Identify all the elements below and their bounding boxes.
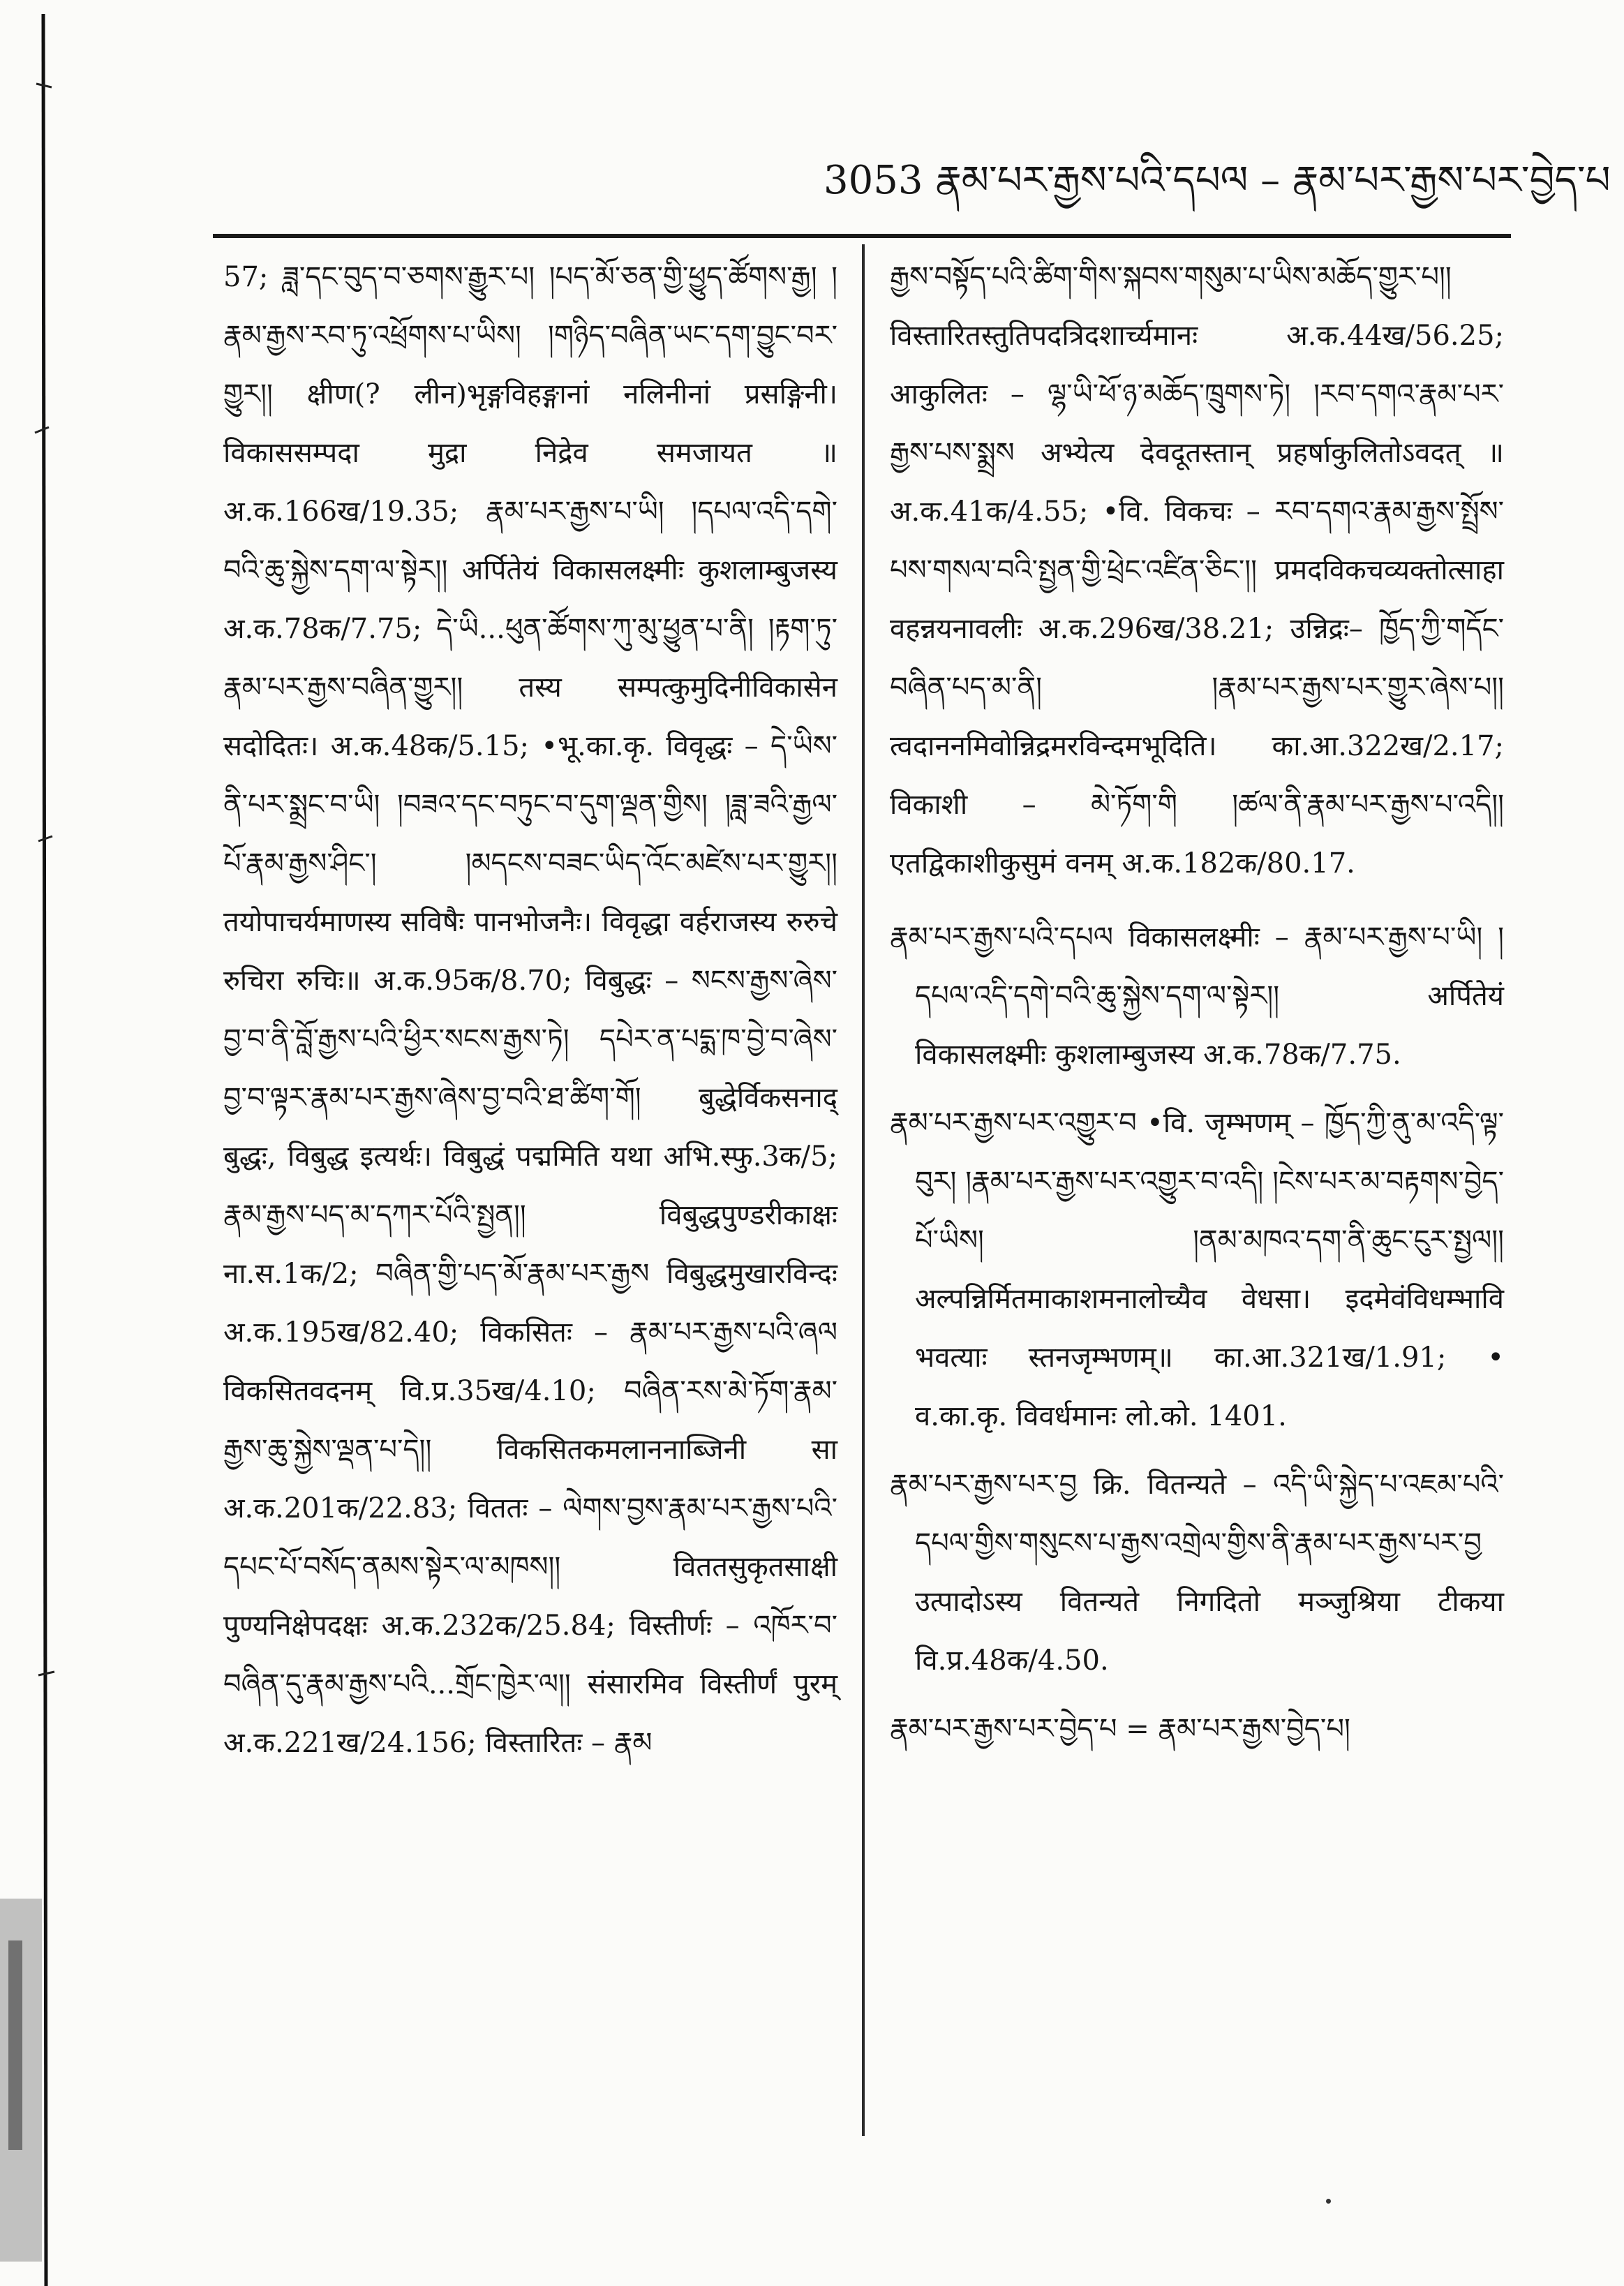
right-column <box>890 248 1504 2174</box>
entry-body: क्रि. वितन्यते – འདི་ཡི་སྐྱེད་པ་འཇམ་པའི་དཔལ་གྱིས་གསུངས་པ་རྒྱས་འགྲེལ་གྱིས་ནི་རྣམ་པར་རྒྱས་པར་བྱ उत्पादोऽस्य वितन्यते निगदितो मञ्जुश्रिया टीकया वि.प्र.48क/4.50. <box>915 1469 1504 1677</box>
column-divider <box>862 244 865 2136</box>
right-column-continuation: རྒྱས་བསྟོད་པའི་ཚིག་གིས་སྐབས་གསུམ་པ་ཡིས་མཆོད་གྱུར་པ།། विस्तारितस्तुतिपदत्रिदशार्च्यमानः अ.क.44ख/56.25; आकुलितः – ལྷ་ཡི་ཕོ་ཉ་མཆོད་ཁྲུགས་ཏེ། །རབ་དགའ་རྣམ་པར་རྒྱས་པས་སྨྲས अभ्येत्य देवदूतस्तान् प्रहर्षाकुलितोऽवदत् ॥ अ.क.41क/4.55; •वि. विकचः – རབ་དགའ་རྣམ་རྒྱས་སྤྲོས་པས་གསལ་བའི་སྤྱན་གྱི་ཕྲེང་འཛིན་ཅིང་།། प्रमदविकचव्यक्तोत्साहा वहन्नयनावलीः अ.क.296ख/38.21; उन्निद्रः– ཁྱོད་ཀྱི་གདོང་བཞིན་པད་མ་ནི། །རྣམ་པར་རྒྱས་པར་གྱུར་ཞེས་པ།། त्वदाननमिवोन्निद्रमरविन्दमभूदिति। का.आ.322ख/2.17; विकाशी – མེ་ཏོག་གི །ཚལ་ནི་རྣམ་པར་རྒྱས་པ་འདི།། एतद्विकाशीकुसुमं वनम् अ.क.182क/80.17. <box>890 261 1504 879</box>
entry-body: = རྣམ་པར་རྒྱས་བྱེད་པ། <box>1126 1713 1350 1745</box>
dictionary-entry <box>890 1455 1504 1690</box>
entry-headword: རྣམ་པར་རྒྱས་པའི་དཔལ <box>890 921 1113 953</box>
entry-body: •वि. जृम्भणम् – ཁྱོད་ཀྱི་ནུ་མ་འདི་ལྟ་བུར། །རྣམ་པར་རྒྱས་པར་འགྱུར་བ་འདི། །ངེས་པར་མ་བརྟགས་བྱེད་པོ་ཡིས། །ནམ་མཁའ་དག་ནི་ཆུང་ངུར་སྤྱལ།། अल्पन्निर्मितमाकाशमनालोच्यैव वेधसा। इदमेवंविधम्भावि भवत्याः स्तनजृम्भणम्॥ का.आ.321ख/1.91; • व.का.कृ. विवर्धमानः लो.को. 1401. <box>915 1107 1504 1432</box>
page-number: 3053 <box>824 158 923 203</box>
header-rule <box>213 234 1511 238</box>
entry-headword: རྣམ་པར་རྒྱས་པར་བྱེད་པ <box>890 1713 1117 1745</box>
binding-edge-scan-marks <box>0 0 66 2286</box>
running-header <box>824 136 1611 203</box>
scan-speck <box>1326 2199 1331 2204</box>
entry-body: विकासलक्ष्मीः – རྣམ་པར་རྒྱས་པ་ཡི། །དཔལ་འདི་དགེ་བའི་ཆུ་སྐྱེས་དག་ལ་སྟེར།། अर्पितेयं विकासलक्ष्मीः कुशलाम्बुजस्य अ.क.78क/7.75. <box>915 921 1504 1071</box>
entry-headword: རྣམ་པར་རྒྱས་པར་འགྱུར་བ <box>890 1107 1137 1139</box>
entry-headword: རྣམ་པར་རྒྱས་པར་བྱ <box>890 1469 1078 1501</box>
dictionary-entry <box>890 1094 1504 1446</box>
running-head-words: རྣམ་པར་རྒྱས་པའི་དཔལ – རྣམ་པར་རྒྱས་པར་བྱེད་པ <box>935 158 1611 203</box>
dictionary-entry <box>890 908 1504 1084</box>
left-column-text: 57; ཟླ་དང་བུད་བ་ཅགས་རྒྱུར་པ། །པད་མོ་ཅན་གྱི་ཕྱུད་ཚོགས་རྒྱ། །རྣམ་རྒྱས་རབ་ཏུ་འཕྲོགས་པ་ཡིས། །གཉིད་བཞིན་ཡང་དག་བྱུང་བར་གྱུར།། क्षीण(? लीन)भृङ्गविहङ्गानां नलिनीनां प्रसङ्गिनी। विकाससम्पदा मुद्रा निद्रेव समजायत ॥ अ.क.166ख/19.35; རྣམ་པར་རྒྱས་པ་ཡི། །དཔལ་འདི་དགེ་བའི་ཆུ་སྐྱེས་དག་ལ་སྟེར།། अर्पितेयं विकासलक्ष्मीः कुशलाम्बुजस्य अ.क.78क/7.75; དེ་ཡི...ཕུན་ཚོགས་ཀུ་མུ་ཕྱུན་པ་ནི། །རྟག་ཏུ་རྣམ་པར་རྒྱས་བཞིན་གྱུར།། तस्य सम्पत्कुमुदिनीविकासेन सदोदितः। अ.क.48क/5.15; •भू.का.कृ. विवृद्धः – དེ་ཡིས་ནི་པར་སྨྲང་བ་ཡི། །བཟའ་དང་བཏུང་བ་དུག་ལྡན་གྱིས། །ཟླ་ཟའི་རྒྱལ་པོ་རྣམ་རྒྱས་ཤིང་། །མདངས་བཟང་ཡིད་འོང་མཛེས་པར་གྱུར།། तयोपाचर्यमाणस्य सविषैः पानभोजनैः। विवृद्धा वर्हराजस्य रुरुचे रुचिरा रुचिः॥ अ.क.95क/8.70; विबुद्धः – སངས་རྒྱས་ཞེས་བྱ་བ་ནི་བློ་རྒྱས་པའི་ཕྱིར་སངས་རྒྱས་ཏེ། དཔེར་ན་པདྨ་ཁ་བྱེ་བ་ཞེས་བྱ་བ་ལྟར་རྣམ་པར་རྒྱས་ཞེས་བྱ་བའི་ཐ་ཚིག་གོ། बुद्धेर्विकसनाद् बुद्धः, विबुद्ध इत्यर्थः। विबुद्धं पद्ममिति यथा अभि.स्फु.3क/5; རྣམ་རྒྱས་པད་མ་དཀར་པོའི་སྤྱན།། विबुद्धपुण्डरीकाक्षः ना.स.1क/2; བཞིན་གྱི་པད་མོ་རྣམ་པར་རྒྱས विबुद्धमुखारविन्दः अ.क.195ख/82.40; विकसितः – རྣམ་པར་རྒྱས་པའི་ཞལ विकसितवदनम् वि.प्र.35ख/4.10; བཞིན་རས་མེ་ཏོག་རྣམ་རྒྱས་ཆུ་སྐྱེས་ལྡན་པ་དེ།། विकसितकमलाननाब्जिनी सा अ.क.201क/22.83; विततः – ལེགས་བྱས་རྣམ་པར་རྒྱས་པའི་དཔང་པོ་བསོད་ནམས་སྟེར་ལ་མཁས།། विततसुकृतसाक्षी पुण्यनिक्षेपदक्षः अ.क.232क/25.84; विस्तीर्णः – འཁོར་བ་བཞིན་དུ་རྣམ་རྒྱས་པའི...གྲོང་ཁྱེར་ལ།། संसारमिव विस्तीर्णं पुरम् अ.क.221ख/24.156; विस्तारितः – རྣམ <box>223 261 837 1759</box>
dictionary-entry <box>890 1700 1504 1758</box>
left-column <box>223 248 837 2174</box>
